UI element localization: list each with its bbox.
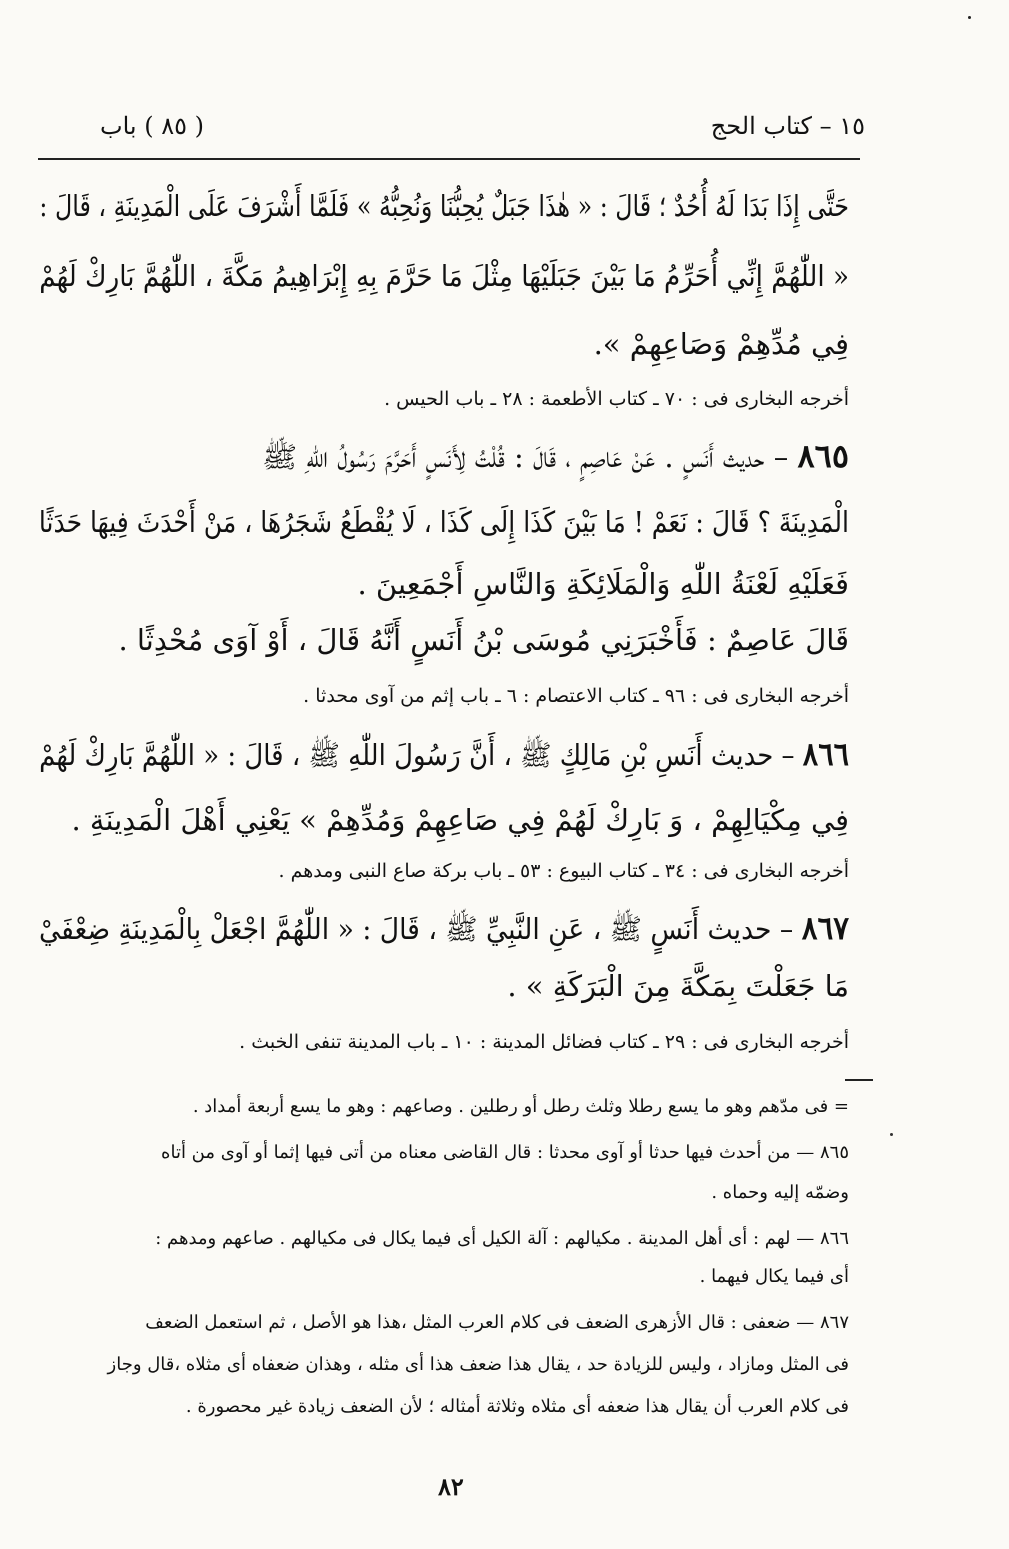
source-citation: أخرجه البخارى فى : ٢٩ ـ كتاب فضائل المدينة : ١٠ ـ باب المدينة تنفى الخبث . <box>239 1031 849 1053</box>
header-section-label: ( ٨٥ ) باب <box>100 112 204 140</box>
hadith-867-first-line <box>38 909 849 947</box>
footnote-line: وضمّه إليه وحماه . <box>711 1182 849 1203</box>
footnote-line: فى المثل ومازاد ، وليس للزيادة حد ، يقال هذا ضعف هذا أى مثله ، وهذان ضعفاه أى مثلاه ،قال وجاز <box>107 1354 849 1375</box>
hadith-865-first-line <box>39 437 849 475</box>
hadith-text: – حديث أَنَسٍ . عَنْ عَاصِمٍ ، قَالَ : قُلْتُ لِأَنَسٍ أَحَرَّمَ رَسُولُ اللّٰهِ ﷺ <box>262 440 789 474</box>
text-line: مَا جَعَلْتَ بِمَكَّةَ مِنَ الْبَرَكَةِ » . <box>507 969 849 1003</box>
text-line: حَتَّى إِذَا بَدَا لَهُ أُحُدٌ ؛ قَالَ : « هٰذَا جَبَلٌ يُحِبُّنَا وَنُحِبُّهُ » فَلَمَّا أَشْرَفَ عَلَى الْمَدِينَةِ ، قَالَ : <box>39 189 849 223</box>
footnote-line: أى فيما يكال فيهما . <box>699 1266 849 1287</box>
footnote-line: فى كلام العرب أن يقال هذا ضعفه أى مثلاه وثلاثة أمثاله ؛ لأن الضعف زيادة غير محصورة . <box>185 1396 849 1417</box>
source-citation: أخرجه البخارى فى : ٩٦ ـ كتاب الاعتصام : ٦ ـ باب إثم من آوى محدثا . <box>303 685 849 707</box>
header-rule <box>38 158 860 160</box>
footnote-line: ٨٦٥ — من أحدث فيها حدثا أو آوى محدثا : قال القاضى معناه من أتى فيها إثما أو آوى من أتاه <box>161 1142 849 1163</box>
hadith-text: – حديث أَنَسِ بْنِ مَالِكٍ ﷺ ، أَنَّ رَسُولَ اللّٰهِ ﷺ ، قَالَ : « اللّٰهُمَّ بَارِكْ لَهُمْ <box>39 738 795 772</box>
running-header <box>100 112 865 156</box>
hadith-number: ٨٦٥ <box>797 437 849 475</box>
speck-mark <box>890 1133 893 1136</box>
text-line: فِي مِكْيَالِهِمْ ، وَ بَارِكْ لَهُمْ فِي صَاعِهِمْ وَمُدِّهِمْ » يَعْنِي أَهْلَ الْمَدِينَةِ . <box>71 803 849 837</box>
text-line: فَعَلَيْهِ لَعْنَةُ اللّٰهِ وَالْمَلَائِكَةِ وَالنَّاسِ أَجْمَعِينَ . <box>357 567 849 601</box>
footnote-line: ٨٦٦ — لهم : أى أهل المدينة . مكيالهم : آلة الكيل أى فيما يكال فى مكيالهم . صاعهم ومدهم : <box>155 1228 849 1249</box>
text-line: فِي مُدِّهِمْ وَصَاعِهِمْ ». <box>593 327 849 361</box>
footnote-rule <box>845 1079 873 1081</box>
speck-mark <box>968 16 971 19</box>
text-line: قَالَ عَاصِمٌ : فَأَخْبَرَنِي مُوسَى بْنُ أَنَسٍ أَنَّهُ قَالَ ، أَوْ آوَى مُحْدِثًا . <box>118 623 849 657</box>
footnote-line: ٨٦٧ — ضعفى : قال الأزهرى الضعف فى كلام العرب المثل ،هذا هو الأصل ، ثم استعمل الضعف <box>145 1312 849 1333</box>
source-citation: أخرجه البخارى فى : ٣٤ ـ كتاب البيوع : ٥٣ ـ باب بركة صاع النبى ومدهم . <box>278 860 849 882</box>
hadith-number: ٨٦٧ <box>801 909 849 947</box>
footnote-line: = فى مدّهم وهو ما يسع رطلا وثلث رطل أو رطلين . وصاعهم : وهو ما يسع أربعة أمداد . <box>192 1096 849 1117</box>
header-chapter-title: ١٥ – كتاب الحج <box>710 112 865 140</box>
hadith-number: ٨٦٦ <box>802 735 849 773</box>
text-line: « اللّٰهُمَّ إِنِّي أُحَرِّمُ مَا بَيْنَ جَبَلَيْهَا مِثْلَ مَا حَرَّمَ بِهِ إِبْرَاهِيمُ مَكَّةَ ، اللّٰهُمَّ بَارِكْ لَهُمْ <box>39 259 850 293</box>
hadith-866-first-line <box>39 735 849 773</box>
page-number: ٨٢ <box>438 1472 464 1501</box>
hadith-text: – حديث أَنَسٍ ﷺ ، عَنِ النَّبِيِّ ﷺ ، قَالَ : « اللّٰهُمَّ اجْعَلْ بِالْمَدِينَةِ ضِعْفَيْ <box>38 912 794 946</box>
text-line: الْمَدِينَةَ ؟ قَالَ : نَعَمْ ! مَا بَيْنَ كَذَا إِلَى كَذَا ، لَا يُقْطَعُ شَجَرُهَا ، مَنْ أَحْدَثَ فِيهَا حَدَثًا <box>38 505 849 539</box>
source-citation: أخرجه البخارى فى : ٧٠ ـ كتاب الأطعمة : ٢٨ ـ باب الحيس . <box>384 388 849 410</box>
